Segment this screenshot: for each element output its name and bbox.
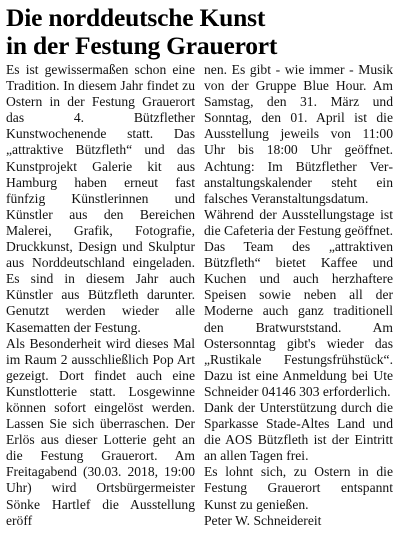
headline-line-2: in der Festung Grauerort — [6, 31, 278, 60]
paragraph-sponsors: Dank der Unterstützung durch die Sparkasse Stade-Altes Land und die AOS Bützfleth ist der Eintritt an allen Tagen frei. — [204, 399, 393, 464]
paragraph-closing: Es lohnt sich, zu Ostern in die Festung Grauerort entspannt Kunst zu genießen. — [204, 464, 393, 512]
paragraph-cafeteria: Während der Ausstellungstage ist die Cafeteria der Festung geöffnet. Das Team des „attraktiven Bützfleth“ bietet Kaffee und Kuchen und auch herzhaftere Speisen sowie neben all der Moderne auch ganz traditionell den Bratwurststand. Am Ostersonntag gibt's wieder das „Rustikale Festungsfrühstück“. Dazu ist eine Anmeldung bei Ute Schneider 04146 303 erforderlich. — [204, 206, 393, 399]
right-column — [204, 62, 393, 529]
left-column — [6, 62, 195, 529]
paragraph-opening-times: nen. Es gibt - wie immer - Musik von der Gruppe Blue Hour. Am Samstag, den 31. März und Sonntag, den 01. April ist die Ausstellung jeweils von 11:00 Uhr bis 18:00 Uhr geöffnet. Achtung: Im Bützflether Veranstaltungskalender steht ein falsches Veranstaltungsdatum. — [204, 62, 393, 206]
article-headline — [6, 4, 393, 60]
author-byline: Peter W. Schneidereit — [204, 512, 322, 528]
paragraph-pop-art: Als Besonderheit wird dieses Mal im Raum 2 ausschließlich Pop Art gezeigt. Dort findet auch eine Kunstlotterie statt. Losgewinne können sofort eingelöst werden. Lassen Sie sich überraschen. Der Erlös aus dieser Lotterie geht an die Festung Grauerort. Am Freitagabend (30.03. 2018, 19:00 Uhr) wird Ortsbürgermeister Sönke Hartlef die Ausstellung eröff — [6, 335, 195, 528]
headline-line-1: Die norddeutsche Kunst — [6, 3, 266, 32]
article-columns — [6, 62, 393, 529]
paragraph-intro: Es ist gewissermaßen schon eine Tradition. In diesem Jahr findet zu Ostern in der Festung Grauerort das 4. Bützflether Kunstwochenende statt. Das „attraktive Bützfleth“ und das Kunstprojekt Galerie kit aus Hamburg haben erneut fast fünfzig Künstlerinnen und Künstler aus den Bereichen Malerei, Grafik, Fotografie, Druckkunst, Design und Skulptur aus Norddeutschland eingeladen. Es sind in diesem Jahr auch Künstler aus Bützfleth darunter. Genutzt werden wieder alle Kasematten der Festung. — [6, 62, 195, 335]
